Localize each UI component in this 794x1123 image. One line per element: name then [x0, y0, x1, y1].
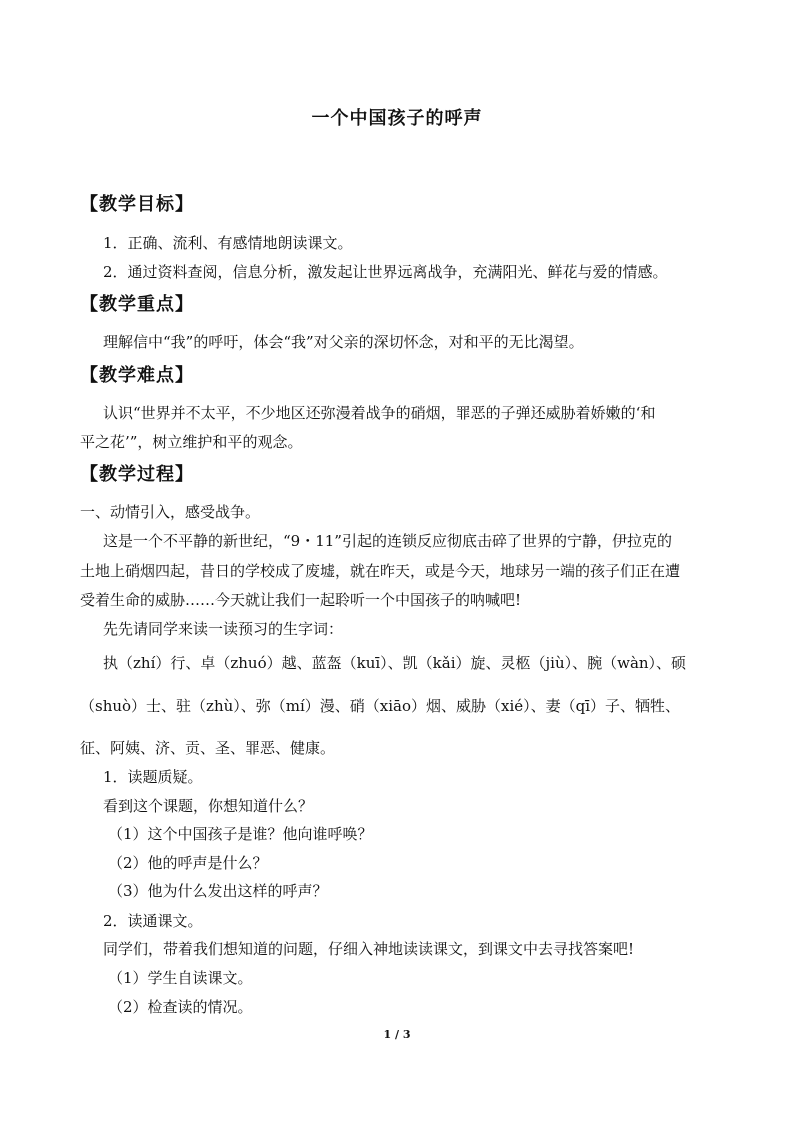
goal-item-2: 2．通过资料查阅，信息分析，激发起让世界远离战争，充满阳光、鲜花与爱的情感。 — [103, 263, 668, 281]
heading-teaching-goals: 【教学目标】 — [80, 194, 194, 215]
intro-line-1: 这是一个不平静的新世纪，“9・11”引起的连锁反应彻底击碎了世界的宁静，伊拉克的 — [103, 532, 672, 550]
step-1-title: 一、动情引入，感受战争。 — [80, 503, 261, 521]
sub-2-title: 2．读通课文。 — [103, 912, 203, 930]
sub-1-question-2: （2）他的呼声是什么？ — [108, 854, 268, 872]
vocab-line-3: 征、阿姨、济、贡、圣、罪恶、健康。 — [80, 739, 336, 757]
heading-difficulties: 【教学难点】 — [80, 365, 194, 386]
page-number: 1 / 3 — [383, 1028, 411, 1041]
difficulties-line-1: 认识“世界并不太平，不少地区还弥漫着战争的硝烟，罪恶的子弹还威胁着娇嫩的‘和 — [103, 404, 656, 422]
key-points-text: 理解信中“我”的呼吁，体会“我”对父亲的深切怀念，对和平的无比渴望。 — [103, 333, 584, 351]
sub-1-title: 1．读题质疑。 — [103, 768, 203, 786]
sub-1-question-3: （3）他为什么发出这样的呼声？ — [108, 882, 328, 900]
sub-2-item-2: （2）检查读的情况。 — [108, 998, 253, 1016]
vocab-line-1: 执（zhí）行、卓（zhuó）越、蓝盔（kuī）、凯（kǎi）旋、灵柩（jiù）、腕（wàn）、硕 — [103, 654, 687, 672]
heading-teaching-process: 【教学过程】 — [80, 464, 194, 485]
sub-2-prompt: 同学们，带着我们想知道的问题，仔细入神地读读课文，到课文中去寻找答案吧! — [103, 940, 635, 958]
sub-1-question-1: （1）这个中国孩子是谁？他向谁呼唤？ — [108, 825, 373, 843]
sub-1-prompt: 看到这个课题，你想知道什么？ — [103, 797, 314, 815]
difficulties-line-2: 平之花’”，树立维护和平的观念。 — [80, 433, 303, 451]
heading-key-points: 【教学重点】 — [80, 294, 194, 315]
intro-line-3: 受着生命的威胁……今天就让我们一起聆听一个中国孩子的呐喊吧! — [80, 591, 522, 609]
page-title: 一个中国孩子的呼声 — [311, 108, 483, 129]
sub-2-item-1: （1）学生自读课文。 — [108, 969, 253, 987]
goal-item-1: 1．正确、流利、有感情地朗读课文。 — [103, 234, 353, 252]
vocab-intro: 先先请同学来读一读预习的生字词： — [103, 620, 344, 638]
intro-line-2: 土地上硝烟四起，昔日的学校成了废墟，就在昨天，或是今天，地球另一端的孩子们正在遭 — [80, 562, 681, 580]
vocab-line-2: （shuò）士、驻（zhù）、弥（mí）漫、硝（xiāo）烟、威胁（xié）、妻（qī）子、牺牲、 — [80, 697, 681, 715]
